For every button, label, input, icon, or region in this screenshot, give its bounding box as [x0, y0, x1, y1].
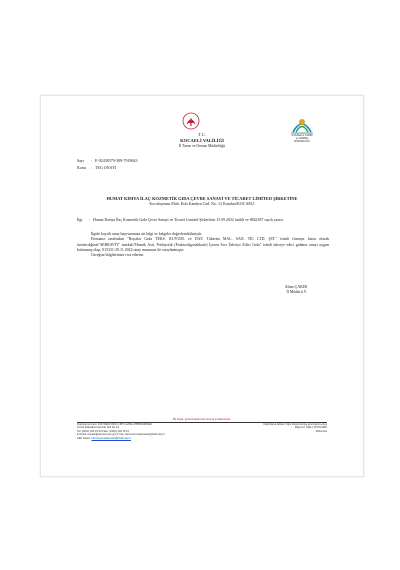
e-signature-warning: Bu belge, güvenli elektronik imza ile imzalanmıştır.: [173, 418, 231, 421]
body-paragraph-1: İlgide kayıtlı onay başvurunuza ait bilgi ve belgeler değerlendirilmiştir.: [91, 232, 202, 236]
signatory-title: İl Müdürü V.: [286, 289, 307, 294]
logo-label-3: MÜDÜRLÜĞÜ: [294, 140, 310, 143]
footer-email: E-Posta: kocaeli@tarimorman.gov.tr Kep: tarimveormankocaeli@hs01.kep.tr: [77, 433, 165, 437]
footer-phone: Tel: (0262) 332 15 00 Faks: (0262) 332 15 10: [77, 429, 130, 433]
header-valilik: KOCAELİ VALİLİĞİ: [180, 138, 224, 143]
ministry-emblem-icon: [182, 112, 200, 130]
ilgi-text: Humat Kimya İlaç Kozmetik Gıda Çevre Sanayi ve Ticaret Limited Şirketi'nin 15.09.2022 tarihli ve 8842387 sayılı yazısı.: [93, 218, 284, 222]
header-tc: T.C.: [198, 132, 206, 137]
directorate-logo: [279, 112, 325, 146]
footer-address: Ornek Mahallesi Hamzak Sok No:13: [77, 426, 119, 430]
logo-label-1: KOCAELİ İL TARIM: [291, 134, 313, 137]
kep-label: KEP Adresi:: [77, 436, 91, 440]
ilgi-label: İlgi: [77, 218, 83, 222]
logo-label-2: ve ORMAN: [295, 137, 309, 140]
konu-row: Konu : TEG ONAYI: [77, 165, 117, 170]
sayi-row: Sayı : E-92438379-309-7918643: [77, 158, 138, 163]
ilgi-row: İlgi : Humat Kimya İlaç Kozmetik Gıda Çevre Sanayi ve Ticaret Limited Şirketi'nin 15.09.2022 tarihli ve 8842387 sayılı yazısı.: [77, 218, 329, 230]
addressee-address: Kocakaymaz Mah. Eski Kandıra Cad. No: 12 Kandıra/KOCAELİ: [149, 201, 255, 206]
body-paragraph-2: Firmanız tarafından "Ruyalar Gıda TEKS. KUYUM. ve DAY. Tüketim MAL. SAN. TİC LTD. ŞTİ." isimli firmaya fason olarak üretttirdiğiniz"SERRAVİT" markalı"Humik Asit, Prebiyotik (Fruktooligosakkarit) İçeren Sıvı Takviye Edici Gıda" isimli takviye edici gıdanın onayı uygun bulunmuş olup, 015331-29.11.2022 onay numarası ile onaylanmıştır.: [77, 237, 329, 252]
konu-value: TEG ONAYI: [95, 165, 117, 170]
konu-label: Konu: [77, 165, 86, 170]
addressee-name: HUMAT KİMYA İLAÇ KOZMETİK GIDA ÇEVRE SANAYİ VE TİCARET LİMİTED ŞİRKETİNE: [106, 196, 298, 201]
letter-body: [77, 232, 329, 258]
footer-contact-title: Mühendis: [315, 429, 327, 433]
body-paragraph-3: Gereğini bilgilerinize rica ederim.: [91, 253, 144, 258]
directorate-logo-icon: [279, 112, 325, 134]
document-page: [40, 95, 364, 477]
verification-code: Doğrulama Kodu: 33A7DE00-6DCC-4571-AA5A-47B59193DFE3: [77, 423, 152, 426]
kep-link[interactable]: tarimveormankocaeli@hs01.kep.tr: [91, 436, 131, 440]
sayi-value: E-92438379-309-7918643: [95, 158, 138, 163]
footer: [77, 423, 327, 440]
addressee-block: [77, 196, 327, 206]
header-mudurluk: İl Tarım ve Orman Müdürlüğü: [178, 144, 226, 148]
sayi-label: Sayı: [77, 158, 85, 163]
signature-block: [247, 284, 307, 294]
signatory-name: Altan ÇAKIR: [284, 284, 307, 289]
footer-contact-person: Bilgi için: Nida YÜNTÜVERİ: [295, 426, 327, 430]
verification-address: Doğrulama Adresi: https://www.turkiye.gov.tr/tarim-ebys: [263, 423, 327, 426]
